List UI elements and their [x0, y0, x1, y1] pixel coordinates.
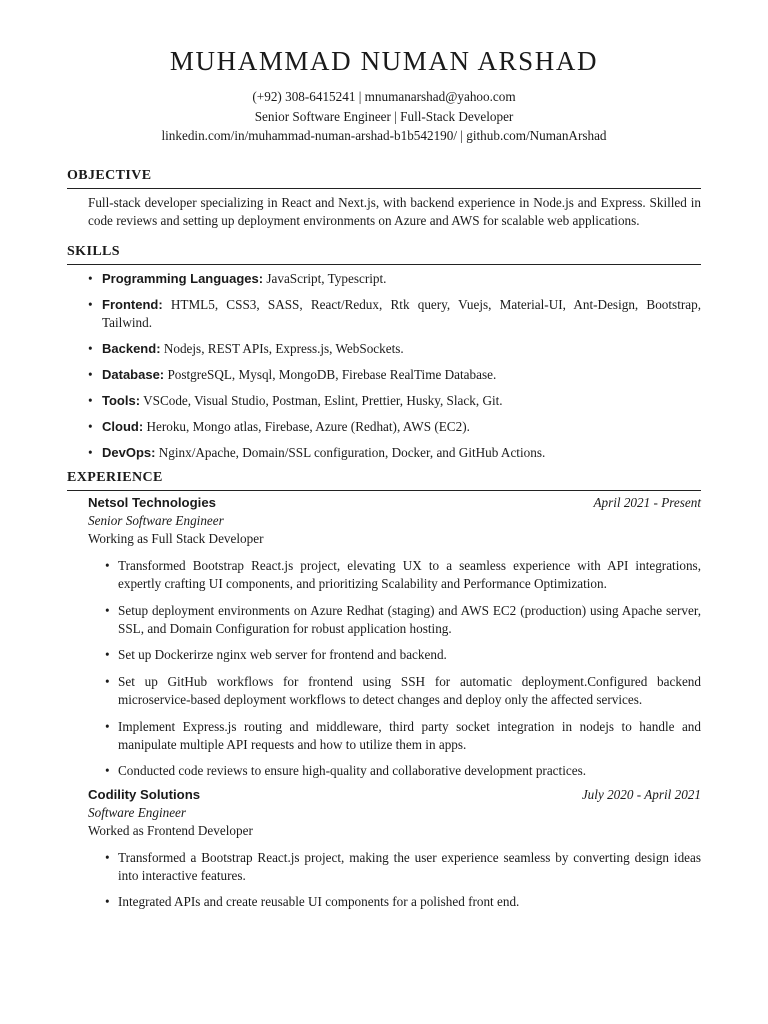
job-dates: April 2021 - Present: [593, 495, 701, 511]
job-bullet: • Transformed Bootstrap React.js project, elevating UX to a seamless experience with API integrations, expertly crafting UI components, and prioritizing Scalability and Performance Optimization.: [105, 557, 701, 593]
skill-value: Nodejs, REST APIs, Express.js, WebSockets.: [163, 340, 404, 356]
skill-item: [88, 444, 701, 462]
job-bullet: • Set up Dockerirze nginx web server for frontend and backend.: [105, 646, 701, 664]
skill-label: Tools:: [102, 392, 141, 408]
job-header: [88, 494, 701, 512]
job-entry: [67, 786, 701, 912]
skill-value: PostgreSQL, Mysql, MongoDB, Firebase RealTime Database.: [167, 366, 497, 382]
skill-item: [88, 340, 701, 358]
company-name: Netsol Technologies: [88, 495, 216, 511]
skill-item: [88, 418, 701, 436]
company-name: Codility Solutions: [88, 786, 201, 802]
skill-item: [88, 366, 701, 384]
skill-value: JavaScript, Typescript.: [266, 270, 387, 286]
skill-value: VSCode, Visual Studio, Postman, Eslint, Prettier, Husky, Slack, Git.: [143, 392, 503, 408]
job-role: Senior Software Engineer: [88, 513, 224, 529]
job-description: Worked as Frontend Developer: [88, 822, 253, 838]
skill-label: Database:: [102, 366, 165, 382]
skill-label: Frontend:: [102, 296, 163, 312]
job-bullet: • Set up GitHub workflows for frontend using SSH for automatic deployment.Configured backend microservice-based deployment workflows to detect changes and deploy only the affected services.: [105, 673, 701, 709]
job-role: Software Engineer: [88, 804, 187, 820]
job-description: Working as Full Stack Developer: [88, 531, 264, 547]
job-header: [88, 786, 701, 804]
job-bullet: • Setup deployment environments on Azure Redhat (staging) and AWS EC2 (production) using Apache server, SSL, and Domain Configuration for robust application hosting.: [105, 602, 701, 638]
contact-info: (+92) 308-6415241 | mnumanarshad@yahoo.com: [252, 89, 516, 104]
job-bullet: • Implement Express.js routing and middleware, third party socket integration in nodejs to handle and manipulate multiple API requests and how to utilize them in apps.: [105, 718, 701, 754]
skill-label: Backend:: [102, 340, 161, 356]
objective-heading: OBJECTIVE: [67, 168, 701, 189]
skill-item: [88, 296, 701, 332]
job-entry: [67, 494, 701, 780]
skill-value: HTML5, CSS3, SASS, React/Redux, Rtk query, Vuejs, Material-UI, Ant-Design, Bootstrap, Tailwind.: [102, 296, 701, 330]
job-bullet: • Conducted code reviews to ensure high-quality and collaborative development practices.: [105, 762, 701, 780]
skill-label: Programming Languages:: [102, 270, 264, 286]
job-bullets: [88, 557, 701, 780]
skill-label: Cloud:: [102, 418, 144, 434]
skill-value: Heroku, Mongo atlas, Firebase, Azure (Redhat), AWS (EC2).: [146, 418, 470, 434]
candidate-name: MUHAMMAD NUMAN ARSHAD: [169, 46, 599, 76]
job-bullet: • Integrated APIs and create reusable UI components for a polished front end.: [105, 893, 701, 911]
skill-item: [88, 392, 701, 410]
skill-value: Nginx/Apache, Domain/SSL configuration, Docker, and GitHub Actions.: [158, 445, 546, 461]
job-bullets: [88, 849, 701, 912]
job-dates: July 2020 - April 2021: [581, 786, 701, 802]
experience-heading: EXPERIENCE: [67, 470, 701, 491]
objective-text: Full-stack developer specializing in React and Next.js, with backend experience in Node.js and Express. Skilled in code reviews and setting up deployment environments on Azure and AWS for scalable web applications.: [88, 194, 701, 228]
skills-list: [67, 270, 701, 463]
skill-label: DevOps:: [102, 445, 156, 461]
professional-title: Senior Software Engineer | Full-Stack Developer: [254, 108, 514, 124]
skill-item: [88, 270, 701, 288]
skills-heading: SKILLS: [67, 244, 701, 265]
profile-links: linkedin.com/in/muhammad-numan-arshad-b1b542190/ | github.com/NumanArshad: [161, 128, 607, 143]
job-bullet: • Transformed a Bootstrap React.js project, making the user experience seamless by converting design ideas into interactive features.: [105, 849, 701, 885]
